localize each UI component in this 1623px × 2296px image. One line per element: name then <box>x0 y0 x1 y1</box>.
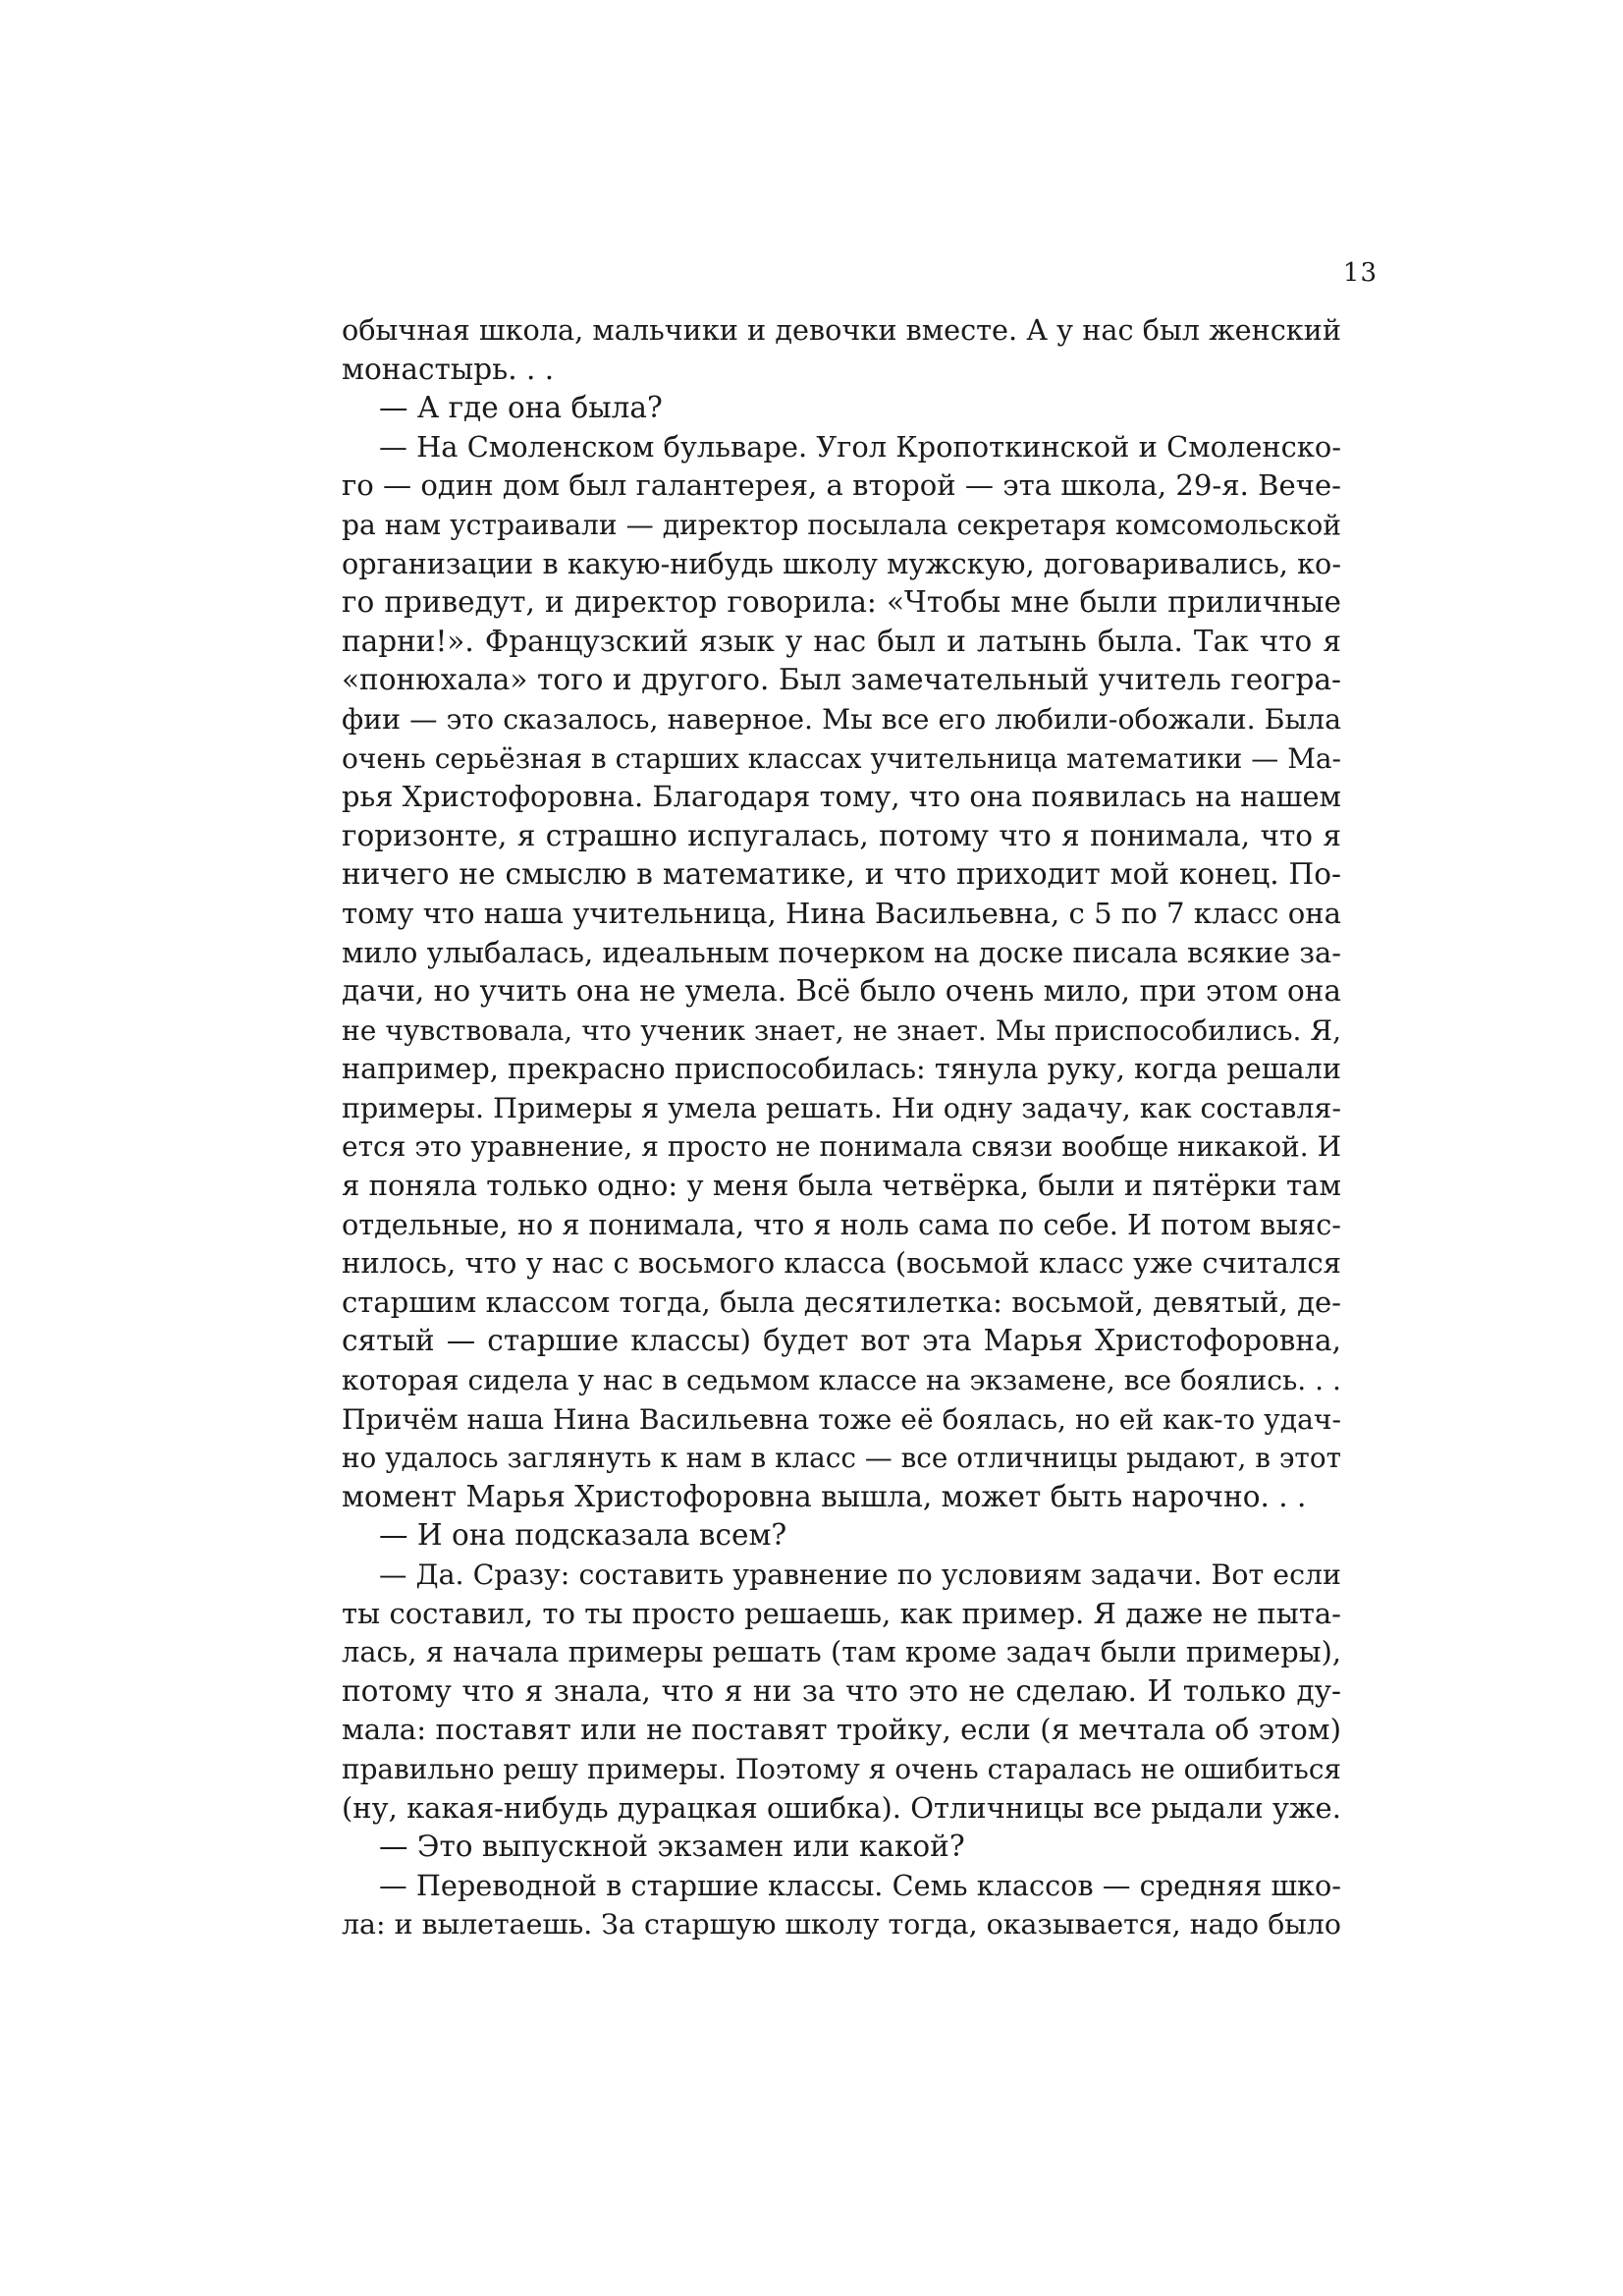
text-line: мала: поставят или не поставят тройку, если (я мечтала об этом) <box>342 1713 1341 1747</box>
text-line: рья Христофоровна. Благодаря тому, что она появилась на нашем <box>342 780 1341 814</box>
text-line: фии — это сказалось, наверное. Мы все его любили-обожали. Была <box>342 702 1341 736</box>
text-line: момент Марья Христофоровна вышла, может быть нарочно. . . <box>342 1479 1307 1513</box>
text-line: — Переводной в старшие классы. Семь классов — средняя шко- <box>379 1868 1341 1902</box>
text-line: мило улыбалась, идеальным почерком на доске писала всякие за- <box>342 935 1341 969</box>
body-text <box>342 311 1341 1944</box>
text-line: нилось, что у нас с восьмого класса (восьмой класс уже считался <box>342 1246 1341 1281</box>
text-line: ла: и вылетаешь. За старшую школу тогда, оказывается, надо было <box>342 1908 1341 1941</box>
text-line: (ну, какая-нибудь дурацкая ошибка). Отличницы все рыдали уже. <box>342 1790 1341 1825</box>
text-line: — Это выпускной экзамен или какой? <box>379 1830 965 1864</box>
text-line: ты составил, то ты просто решаешь, как пример. Я даже не пыта- <box>342 1596 1341 1630</box>
text-line: примеры. Примеры я умела решать. Ни одну задачу, как составля- <box>342 1091 1341 1124</box>
text-line: Причём наша Нина Васильевна тоже её боялась, но ей как-то удач- <box>342 1402 1341 1436</box>
text-line: «понюхала» того и другого. Был замечательный учитель геогра- <box>342 663 1341 697</box>
text-line: которая сидела у нас в седьмом классе на экзамене, все боялись. . . <box>342 1364 1341 1397</box>
text-line: — Да. Сразу: составить уравнение по условиям задачи. Вот если <box>379 1558 1341 1591</box>
text-line: ра нам устраивали — директор посылала секретаря комсомольской <box>342 508 1341 541</box>
text-line: отдельные, но я понимала, что я ноль сама по себе. И потом выяс- <box>342 1207 1341 1241</box>
text-line: — И она подсказала всем? <box>379 1518 787 1553</box>
text-line: — А где она была? <box>379 391 663 425</box>
text-line: но удалось заглянуть к нам в класс — все отличницы рыдают, в этот <box>342 1442 1341 1475</box>
text-line: — На Смоленском бульваре. Угол Кропоткинской и Смоленско- <box>379 429 1341 464</box>
text-line: потому что я знала, что я ни за что это не сделаю. И только ду- <box>342 1673 1341 1708</box>
text-line: горизонте, я страшно испугалась, потому что я понимала, что я <box>342 818 1341 852</box>
text-line: например, прекрасно приспособилась: тянула руку, когда решали <box>342 1052 1341 1086</box>
text-line: не чувствовала, что ученик знает, не знает. Мы приспособились. Я, <box>342 1013 1341 1047</box>
page-number: 13 <box>1342 258 1378 288</box>
text-line: монастырь. . . <box>342 352 555 386</box>
text-line: сятый — старшие классы) будет вот эта Марья Христофоровна, <box>342 1324 1341 1358</box>
text-line: ется это уравнение, я просто не понимала связи вообще никакой. И <box>342 1130 1341 1164</box>
text-line: очень серьёзная в старших классах учительница математики — Ма- <box>342 741 1341 775</box>
text-line: я поняла только одно: у меня была четвёрка, были и пятёрки там <box>342 1169 1341 1203</box>
text-line: правильно решу примеры. Поэтому я очень старалась не ошибиться <box>342 1752 1341 1785</box>
text-line: лась, я начала примеры решать (там кроме задач были примеры), <box>342 1635 1341 1669</box>
text-line: го — один дом был галантерея, а второй — эта школа, 29-я. Вече- <box>342 468 1341 503</box>
text-line: дачи, но учить она не умела. Всё было очень мило, при этом она <box>342 974 1341 1009</box>
text-line: парни!». Французский язык у нас был и латынь была. Так что я <box>342 624 1341 658</box>
text-line: тому что наша учительница, Нина Васильевна, с 5 по 7 класс она <box>342 896 1341 930</box>
text-line: ничего не смыслю в математике, и что приходит мой конец. По- <box>342 857 1341 892</box>
text-line: обычная школа, мальчики и девочки вместе. А у нас был женский <box>342 313 1341 347</box>
text-line: организации в какую-нибудь школу мужскую, договаривались, ко- <box>342 546 1341 580</box>
text-line: го приведут, и директор говорила: «Чтобы мне были приличные <box>342 585 1341 620</box>
text-line: старшим классом тогда, была десятилетка: восьмой, девятый, де- <box>342 1285 1341 1319</box>
